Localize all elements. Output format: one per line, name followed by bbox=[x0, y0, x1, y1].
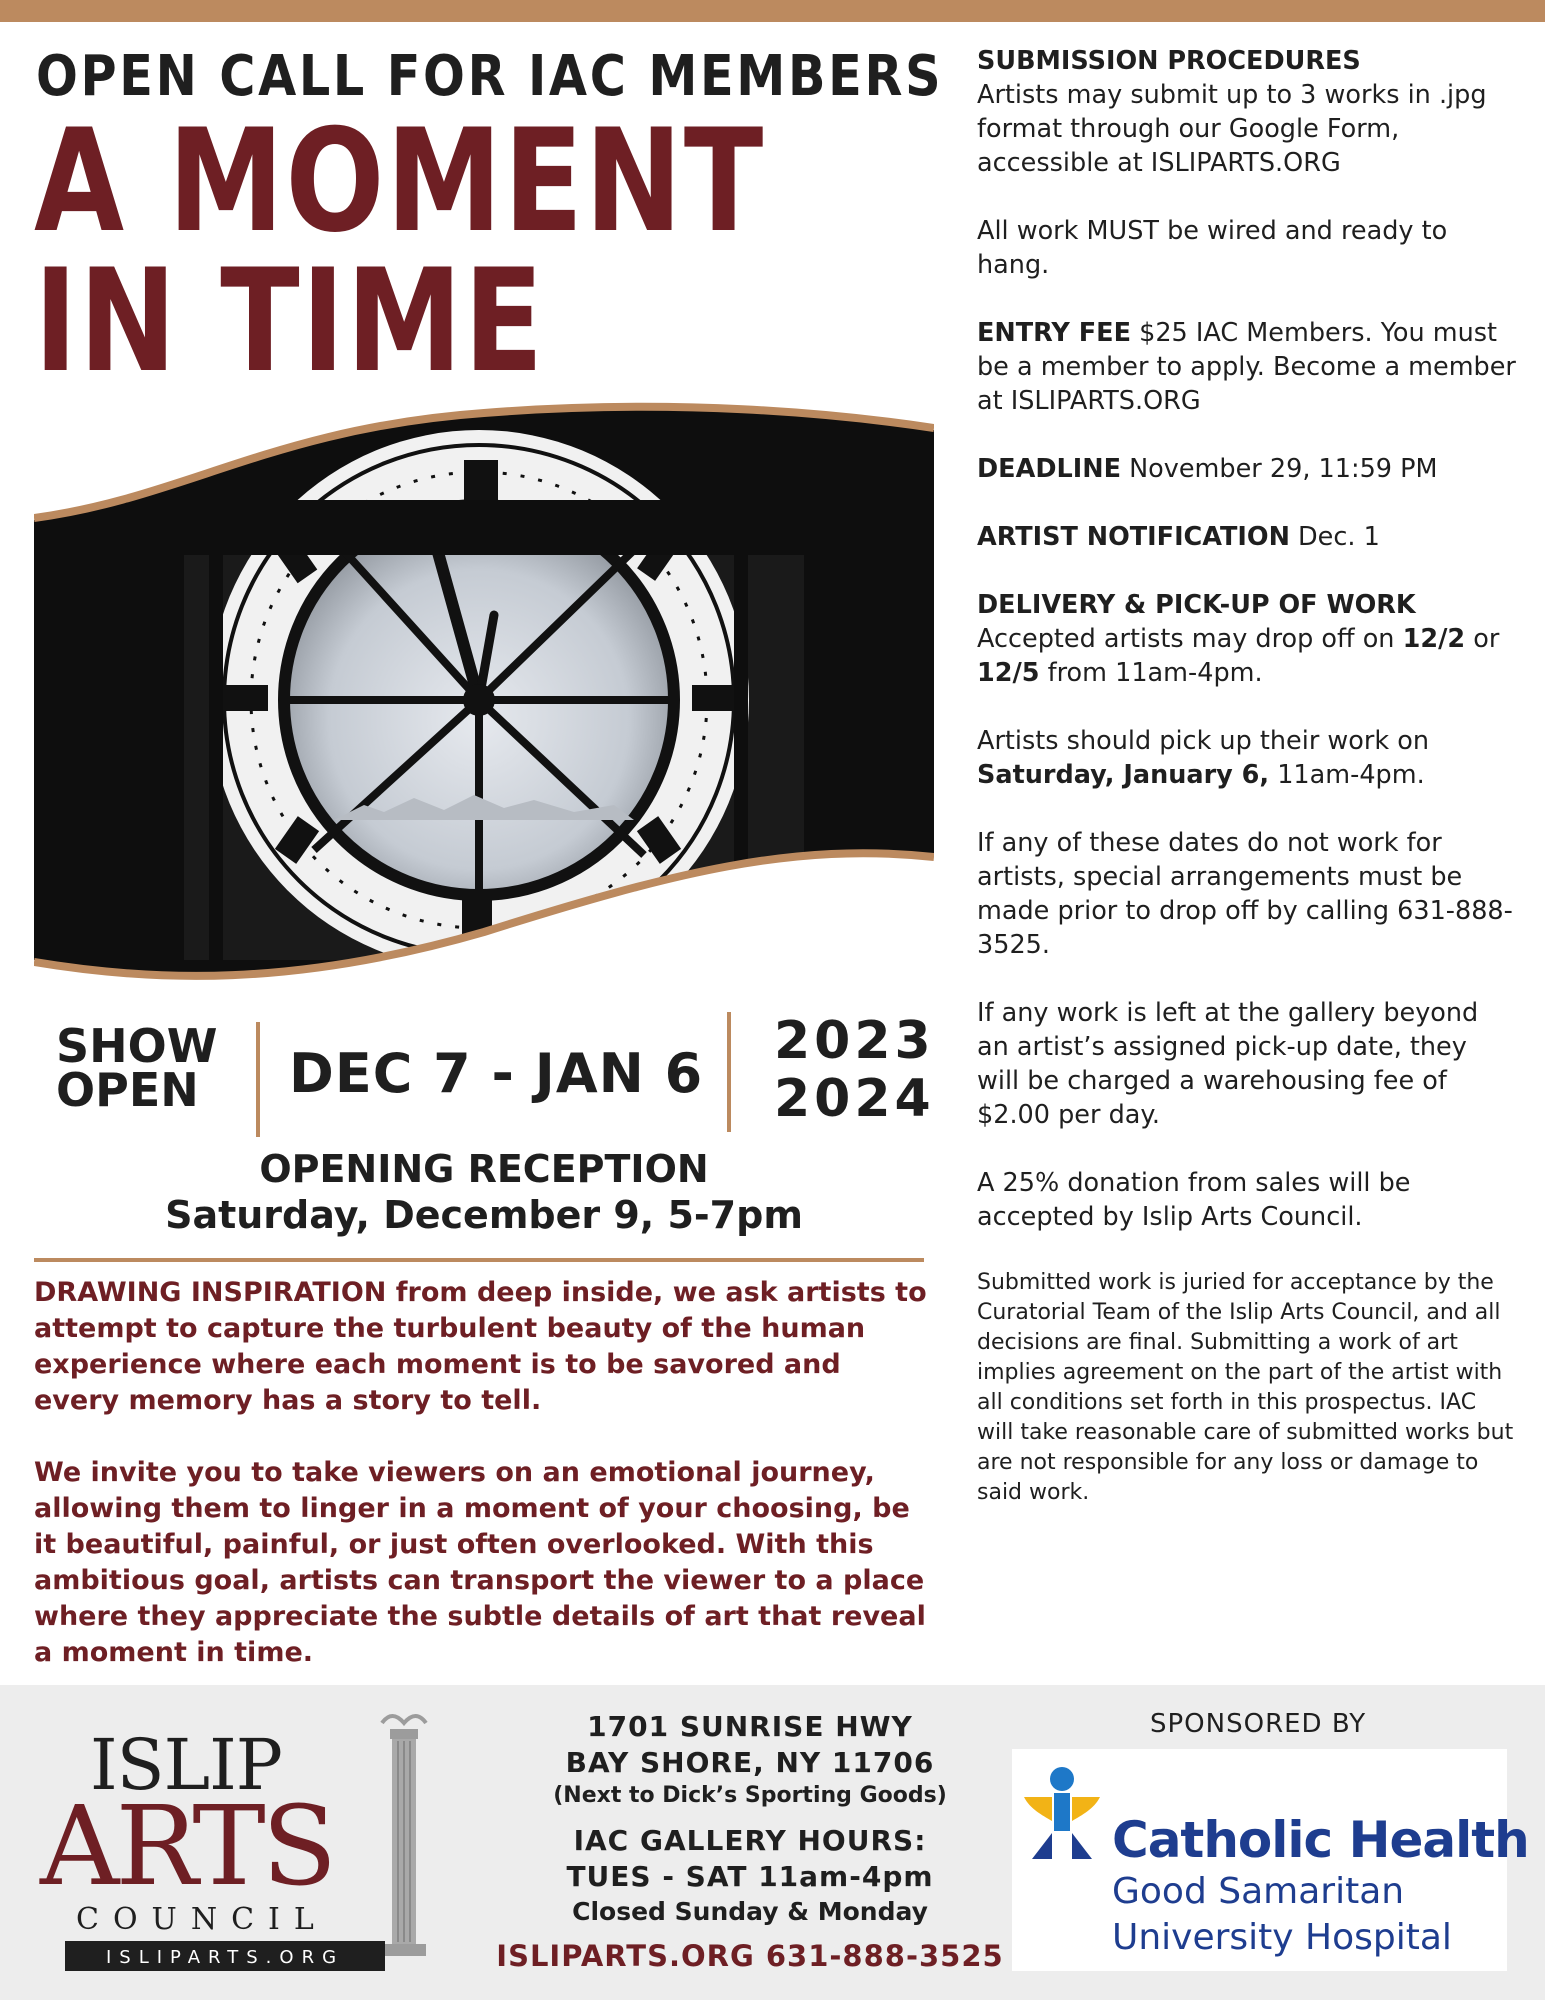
sponsor-logo bbox=[1012, 1749, 1529, 1971]
address-line-1: 1701 SUNRISE HWY bbox=[587, 1710, 913, 1743]
divider-1 bbox=[256, 1022, 260, 1137]
show-open-label: SHOW OPEN bbox=[56, 1019, 218, 1117]
reception-date: Saturday, December 9, 5-7pm bbox=[165, 1193, 803, 1237]
islip-arts-council-logo bbox=[30, 1709, 430, 1979]
title-line-2: IN TIME bbox=[34, 239, 545, 404]
svg-text:ISLIP: ISLIP bbox=[90, 1724, 282, 1806]
gold-rule bbox=[34, 1258, 924, 1262]
gallery-address-hours bbox=[470, 1709, 1030, 1975]
svg-text:ARTS: ARTS bbox=[40, 1782, 334, 1910]
svg-text:COUNCIL: COUNCIL bbox=[76, 1902, 328, 1937]
clock-window-image bbox=[34, 400, 934, 990]
reception-title: OPENING RECEPTION bbox=[259, 1147, 709, 1191]
delivery-pickup: DELIVERY & PICK-UP OF WORK Accepted artists may drop off on 12/2 or 12/5 from 11am-4pm. bbox=[977, 590, 1500, 688]
closed-days: Closed Sunday & Monday bbox=[572, 1897, 928, 1926]
opening-reception bbox=[34, 1146, 934, 1238]
svg-text:ISLIPARTS.ORG: ISLIPARTS.ORG bbox=[105, 1947, 345, 1968]
donation-note: A 25% donation from sales will be accepted by Islip Arts Council. bbox=[977, 1168, 1411, 1232]
address-note: (Next to Dick’s Sporting Goods) bbox=[553, 1783, 947, 1808]
show-dates: DEC 7 - JAN 6 bbox=[289, 1042, 704, 1105]
sponsor-subtitle: Good Samaritan University Hospital bbox=[1112, 1871, 1452, 1958]
wired-text: All work MUST be wired and ready to hang. bbox=[977, 216, 1448, 280]
deadline: DEADLINE November 29, 11:59 PM bbox=[977, 454, 1438, 484]
open-call-kicker: OPEN CALL FOR IAC MEMBERS bbox=[36, 44, 944, 109]
address-line-2: BAY SHORE, NY 11706 bbox=[565, 1746, 935, 1779]
exhibition-title bbox=[34, 99, 772, 404]
pickup-date: Artists should pick up their work on Saturday, January 6, 11am-4pm. bbox=[977, 726, 1429, 790]
procedures-heading: SUBMISSION PROCEDURES bbox=[977, 46, 1361, 76]
hours-line: TUES - SAT 11am-4pm bbox=[566, 1860, 934, 1893]
sponsor-name: Catholic Health bbox=[1112, 1811, 1529, 1869]
show-years: 2023 2024 bbox=[774, 1011, 935, 1129]
hours-title: IAC GALLERY HOURS: bbox=[573, 1824, 927, 1857]
call-description bbox=[34, 1275, 929, 1707]
website-phone-link[interactable]: ISLIPARTS.ORG 631-888-3525 bbox=[496, 1939, 1004, 1973]
submission-procedures bbox=[977, 44, 1517, 1542]
catholic-health-cross-icon bbox=[1012, 1749, 1112, 1899]
divider-2 bbox=[727, 1012, 731, 1132]
submit-text: Artists may submit up to 3 works in .jpg format through our Google Form, accessible at ISLIPARTS.ORG bbox=[977, 80, 1487, 178]
warehousing-fee: If any work is left at the gallery beyond an artist’s assigned pick-up date, they will be charged a warehousing fee of $2.00 per day. bbox=[977, 998, 1479, 1130]
artist-notification: ARTIST NOTIFICATION Dec. 1 bbox=[977, 522, 1380, 552]
title-line-1: A MOMENT bbox=[34, 99, 765, 264]
entry-fee: ENTRY FEE $25 IAC Members. You must be a member to apply. Become a member at ISLIPARTS.ORG bbox=[977, 318, 1516, 416]
description-paragraph-2: We invite you to take viewers on an emotional journey, allowing them to linger in a moment of your choosing, be it beautiful, painful, or just often overlooked. With this ambitious goal, artists can transport the viewer to a place where they appreciate the subtle details of art that reveal a moment in time. bbox=[34, 1457, 926, 1668]
top-accent-bar bbox=[0, 0, 1545, 22]
special-arrangements: If any of these dates do not work for artists, special arrangements must be made prior to drop off by calling 631-888-3525. bbox=[977, 828, 1513, 960]
sponsored-by-label: SPONSORED BY bbox=[1150, 1709, 1367, 1739]
show-dates-row bbox=[34, 1012, 934, 1142]
jury-terms: Submitted work is juried for acceptance by the Curatorial Team of the Islip Arts Council, and all decisions are final. Submitting a work of art implies agreement on the part of the artist with all conditions set forth in this prospectus. IAC will take reasonable care of submitted works but are not responsible for any loss or damage to said work. bbox=[977, 1270, 1514, 1505]
footer bbox=[0, 1685, 1545, 2000]
description-paragraph-1: DRAWING INSPIRATION from deep inside, we ask artists to attempt to capture the turbulent beauty of the human experience where each moment is to be savored and every memory has a story to tell. bbox=[34, 1277, 927, 1416]
